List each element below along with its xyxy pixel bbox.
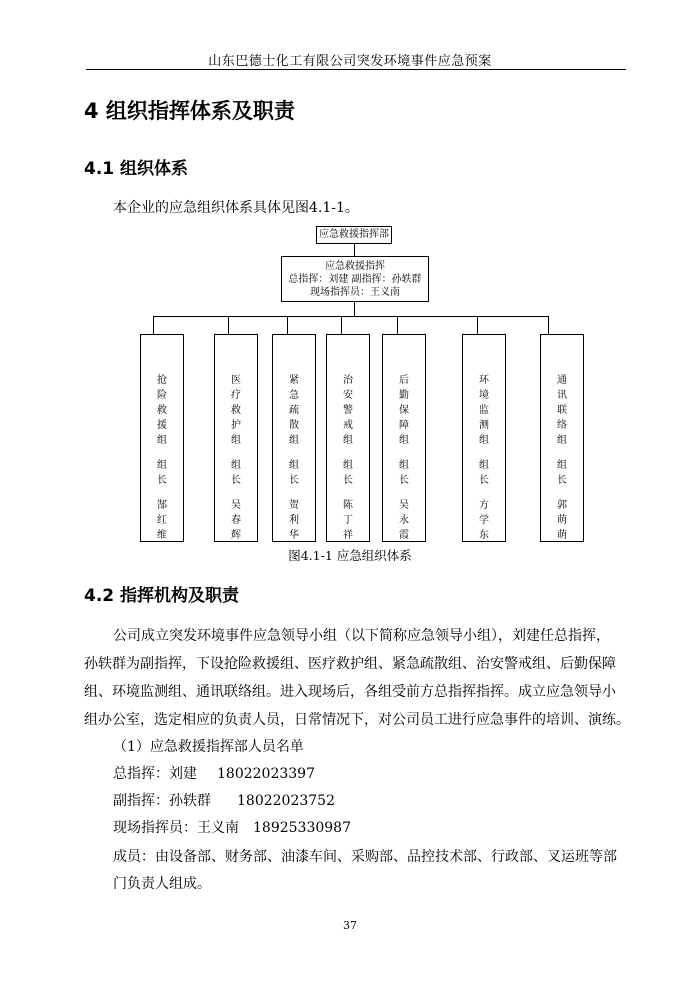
- page-header-title: 山东巴德士化工有限公司突发环境事件应急预案: [208, 54, 492, 69]
- team-role: 组长: [343, 460, 353, 486]
- connector-line: [354, 302, 355, 316]
- team-leader: 郭萌萌: [557, 500, 567, 541]
- connector-line: [153, 316, 154, 334]
- member-phone: 18925330987: [253, 820, 351, 836]
- connector-line: [354, 244, 355, 256]
- command-box-line-1: 应急救援指挥: [325, 261, 385, 272]
- team-role: 组长: [399, 460, 409, 486]
- org-team-box: [272, 334, 316, 542]
- member-name: 王义南: [197, 820, 239, 836]
- team-leader: 方学东: [479, 500, 489, 541]
- connector-line: [548, 316, 549, 334]
- member-row: [113, 817, 351, 837]
- team-leader: 吴永霞: [399, 500, 409, 541]
- team-name: 治安警戒组: [343, 375, 353, 446]
- section-4-1-title: 4.1 组织体系: [84, 159, 189, 179]
- member-row: [113, 790, 335, 810]
- team-name: 环境监测组: [479, 375, 489, 446]
- connector-line: [397, 316, 398, 334]
- team-role: 组长: [289, 460, 299, 486]
- member-name: 刘建: [169, 766, 197, 782]
- header-divider: [86, 69, 626, 70]
- connector-line: [228, 316, 229, 334]
- team-leader: 郜红维: [157, 500, 167, 541]
- section-4-2-title: 4.2 指挥机构及职责: [84, 586, 240, 606]
- org-top-box: 应急救援指挥部: [316, 226, 392, 244]
- member-phone: 18022023752: [237, 793, 335, 809]
- paragraph-line: 组办公室，选定相应的负责人员，日常情况下，对公司员工进行应急事件的培训、演练。: [84, 712, 630, 728]
- section-4-1-intro: 本企业的应急组织体系具体见图4.1-1。: [113, 200, 359, 216]
- member-phone: 18022023397: [217, 766, 315, 782]
- paragraph-line: 组、环境监测组、通讯联络组。进入现场后，各组受前方总指挥指挥。成立应急领导小: [84, 684, 616, 700]
- team-name: 紧急疏散组: [289, 375, 299, 446]
- team-leader: 吴春辉: [231, 500, 241, 541]
- org-team-box: [462, 334, 506, 542]
- list-title: （1）应急救援指挥部人员名单: [113, 739, 304, 755]
- team-role: 组长: [157, 460, 167, 486]
- org-branch-line: [153, 316, 548, 317]
- org-command-box: [281, 256, 429, 302]
- team-leader: 贺利华: [289, 500, 299, 541]
- org-team-box: [214, 334, 258, 542]
- member-row: [113, 763, 315, 783]
- member-role: 现场指挥员：: [113, 820, 197, 836]
- members-note: 门负责人组成。: [113, 876, 211, 892]
- member-role: 副指挥：: [113, 793, 169, 809]
- team-role: 组长: [479, 460, 489, 486]
- page-number: 37: [343, 919, 357, 932]
- org-team-box: [540, 334, 584, 542]
- team-role: 组长: [231, 460, 241, 486]
- org-team-box: [382, 334, 426, 542]
- figure-caption: 图4.1-1 应急组织体系: [288, 548, 412, 563]
- org-team-box: [326, 334, 370, 542]
- team-name: 抢险救援组: [157, 375, 167, 446]
- paragraph-line: 公司成立突发环境事件应急领导小组（以下简称应急领导小组），刘建任总指挥，: [113, 628, 610, 644]
- team-leader: 陈丁祥: [343, 500, 353, 541]
- chapter-title: 4 组织指挥体系及职责: [84, 99, 295, 123]
- member-name: 孙轶群: [169, 793, 211, 809]
- members-note: 成员：由设备部、财务部、油漆车间、采购部、品控技术部、行政部、叉运班等部: [113, 849, 617, 865]
- connector-line: [287, 316, 288, 334]
- command-box-line-3: 现场指挥员：王义南: [310, 287, 400, 298]
- member-role: 总指挥：: [113, 766, 169, 782]
- connector-line: [477, 316, 478, 334]
- org-team-box: [140, 334, 184, 542]
- team-name: 医疗救护组: [231, 375, 241, 446]
- team-name: 通讯联络组: [557, 375, 567, 446]
- team-name: 后勤保障组: [399, 375, 409, 446]
- team-role: 组长: [557, 460, 567, 486]
- connector-line: [341, 316, 342, 334]
- paragraph-line: 孙轶群为副指挥，下设抢险救援组、医疗救护组、紧急疏散组、治安警戒组、后勤保障: [84, 656, 616, 672]
- command-box-line-2: 总指挥：刘建 副指挥：孙轶群: [288, 274, 422, 285]
